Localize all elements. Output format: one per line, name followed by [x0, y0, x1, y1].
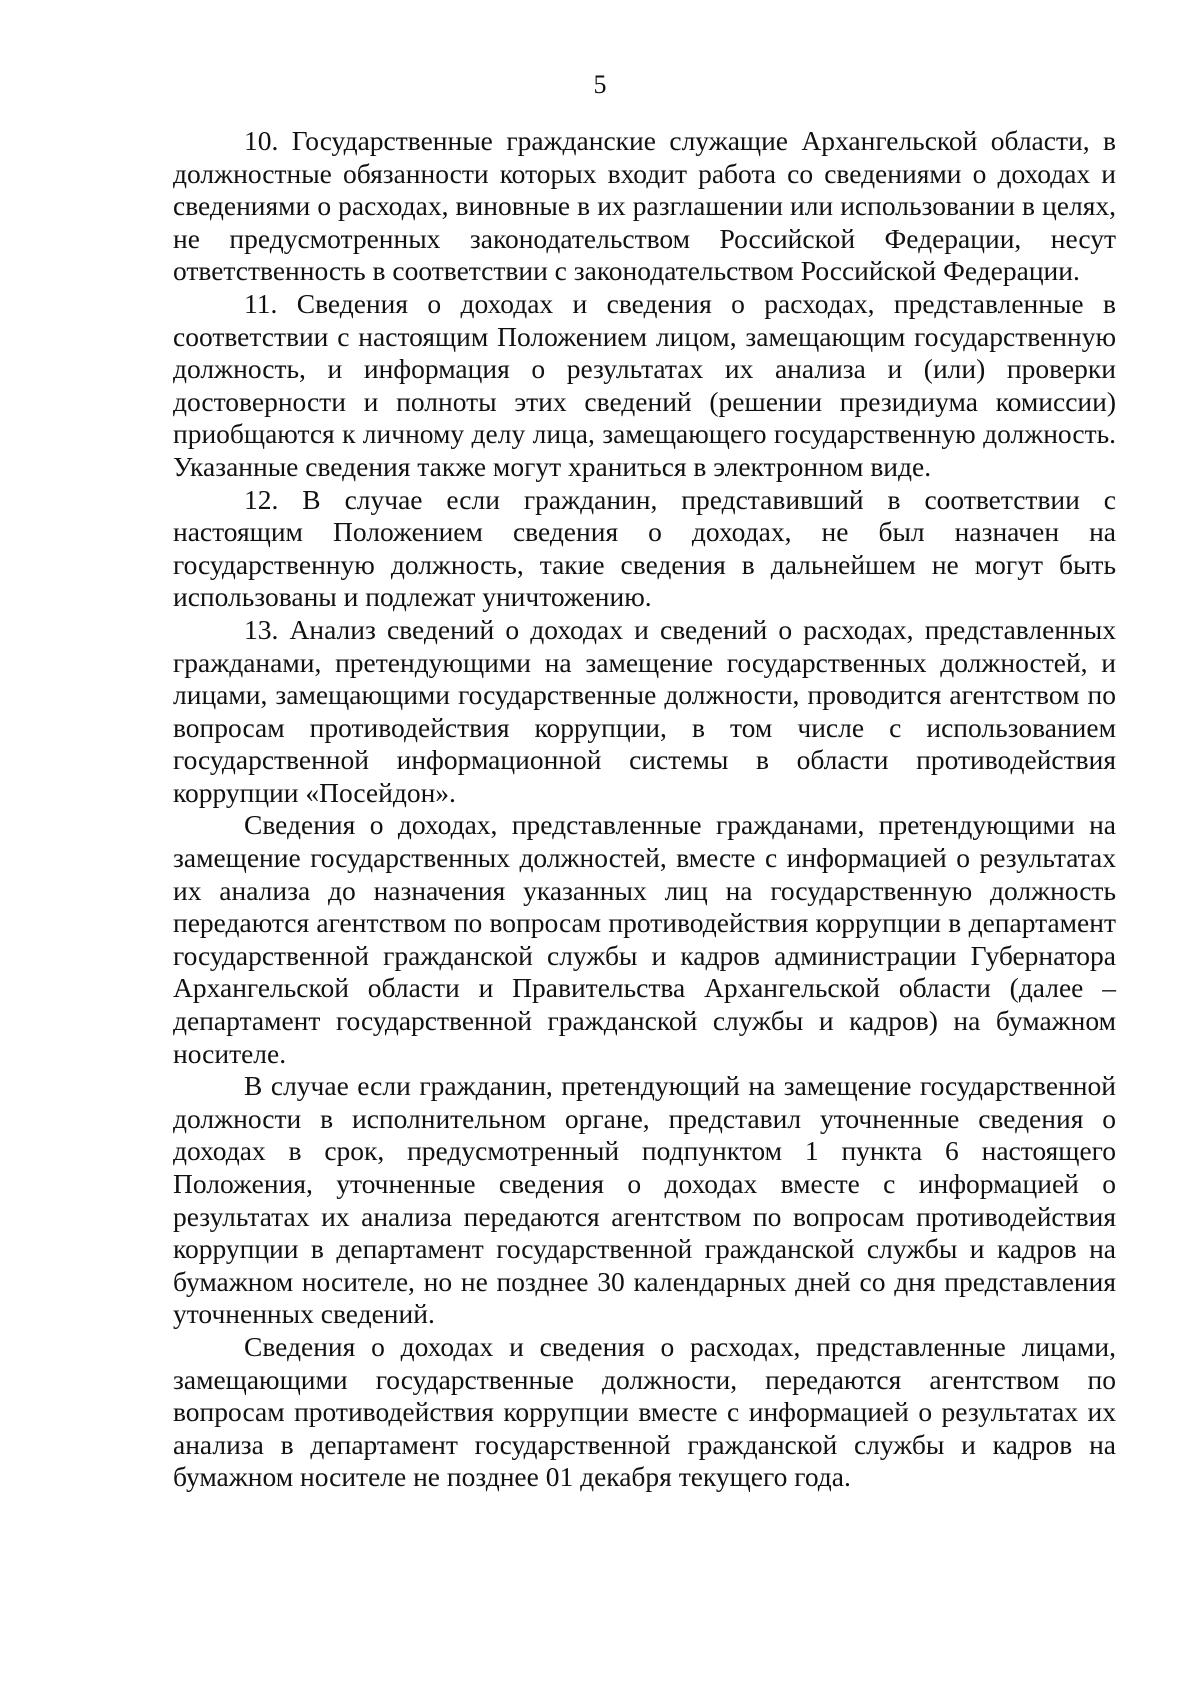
- paragraph-item-11: 11. Сведения о доходах и сведения о расходах, представленные в соответствии с настоящим Положением лицом, замещающим государственную должность, и информация о результатах их анализа и (или) проверки достоверности и полноты этих сведений (решении президиума комиссии) приобщаются к личному делу лица, замещающего государственную должность. Указанные сведения также могут храниться в электронном виде.: [173, 287, 1116, 482]
- paragraph-item-13: 13. Анализ сведений о доходах и сведений о расходах, представленных гражданами, претендующими на замещение государственных должностей, и лицами, замещающими государственные должности, проводится агентством по вопросам противодействия коррупции, в том числе с использованием государственной информационной системы в области противодействия коррупции «Посейдон».: [173, 613, 1116, 808]
- page-number: 5: [593, 70, 607, 99]
- paragraph-updated-info: В случае если гражданин, претендующий на замещение государственной должности в исполнительном органе, представил уточненные сведения о доходах в срок, предусмотренный подпунктом 1 пункта 6 настоящего Положения, уточненные сведения о доходах вместе с информацией о результатах их анализа передаются агентством по вопросам противодействия коррупции в департамент государственной гражданской службы и кадров на бумажном носителе, но не позднее 30 календарных дней со дня представления уточненных сведений.: [173, 1070, 1116, 1330]
- paragraph-item-10: 10. Государственные гражданские служащие Архангельской области, в должностные обязанности которых входит работа со сведениями о доходах и сведениями о расходах, виновные в их разглашении или использовании в целях, не предусмотренных законодательством Российской Федерации, несут ответственность в соответствии с законодательством Российской Федерации.: [173, 125, 1116, 287]
- document-body: [173, 125, 1116, 1494]
- paragraph-officials-transfer: Сведения о доходах и сведения о расходах, представленные лицами, замещающими государственные должности, передаются агентством по вопросам противодействия коррупции вместе с информацией о результатах их анализа в департамент государственной гражданской службы и кадров на бумажном носителе не позднее 01 декабря текущего года.: [173, 1330, 1116, 1493]
- paragraph-income-transfer: Сведения о доходах, представленные гражданами, претендующими на замещение государственных должностей, вместе с информацией о результатах их анализа до назначения указанных лиц на государственную должность передаются агентством по вопросам противодействия коррупции в департамент государственной гражданской службы и кадров администрации Губернатора Архангельской области и Правительства Архангельской области (далее – департамент государственной гражданской службы и кадров) на бумажном носителе.: [173, 809, 1116, 1069]
- paragraph-item-12: 12. В случае если гражданин, представивший в соответствии с настоящим Положением сведения о доходах, не был назначен на государственную должность, такие сведения в дальнейшем не могут быть использованы и подлежат уничтожению.: [173, 483, 1116, 613]
